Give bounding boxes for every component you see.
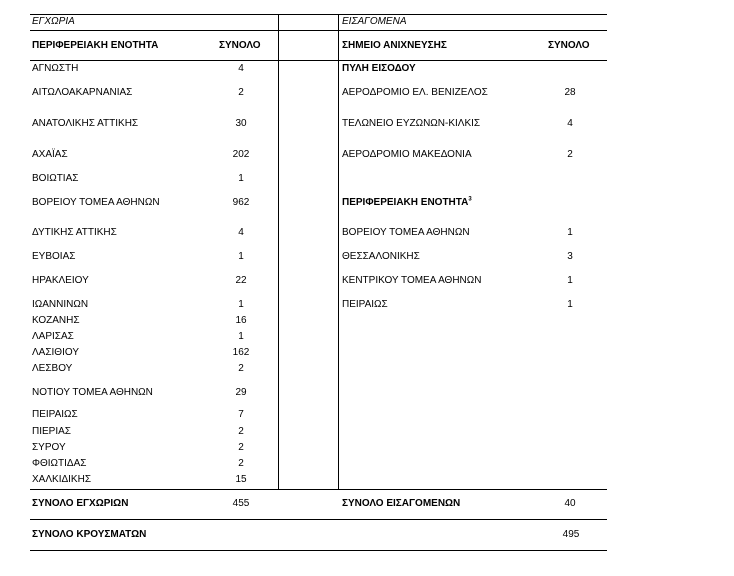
domestic-row-value: 2: [238, 442, 244, 453]
domestic-row-value: 1: [238, 299, 244, 310]
subtotal-bottom-rule: [30, 519, 607, 520]
domestic-row-name: ΛΑΣΙΘΙΟΥ: [32, 347, 79, 358]
domestic-row-name: ΣΥΡΟΥ: [32, 442, 66, 453]
region-row-name: ΠΕΙΡΑΙΩΣ: [342, 299, 388, 310]
entry-row-value: 4: [567, 118, 573, 129]
domestic-total-value: 455: [232, 498, 250, 509]
right-divider: [338, 14, 339, 489]
domestic-row-value: 4: [238, 63, 244, 74]
domestic-row-name: ΕΥΒΟΙΑΣ: [32, 251, 76, 262]
domestic-row-name: ΙΩΑΝΝΙΝΩΝ: [32, 299, 89, 310]
domestic-row-name: ΠΕΙΡΑΙΩΣ: [32, 409, 78, 420]
domestic-row-name: ΗΡΑΚΛΕΙΟΥ: [32, 275, 89, 286]
domestic-row-value: 2: [238, 363, 244, 374]
imported-total-value: 40: [564, 498, 576, 509]
left-divider: [278, 14, 279, 489]
grand-total-label: ΣΥΝΟΛΟ ΚΡΟΥΣΜΑΤΩΝ: [32, 529, 147, 540]
entry-row-name: ΤΕΛΩΝΕΙΟ ΕΥΖΩΝΩΝ-ΚΙΛΚΙΣ: [342, 118, 481, 129]
domestic-row-value: 1: [238, 251, 244, 262]
domestic-row-value: 4: [238, 227, 244, 238]
grand-total-rule: [30, 550, 607, 551]
domestic-row-name: ΑΙΤΩΛΟΑΚΑΡΝΑΝΙΑΣ: [32, 87, 133, 98]
domestic-row-name: ΧΑΛΚΙΔΙΚΗΣ: [32, 474, 91, 485]
grand-total-value: 495: [562, 529, 580, 540]
imported-total-label: ΣΥΝΟΛΟ ΕΙΣΑΓΟΜΕΝΩΝ: [342, 498, 461, 509]
domestic-row-name: ΚΟΖΑΝΗΣ: [32, 315, 80, 326]
domestic-row-name: ΛΕΣΒΟΥ: [32, 363, 73, 374]
entry-row-name: ΑΕΡΟΔΡΟΜΙΟ ΕΛ. ΒΕΝΙΖΕΛΟΣ: [342, 87, 488, 98]
imported-region-label: [342, 197, 472, 209]
subtotal-top-rule: [30, 489, 607, 490]
domestic-row-value: 962: [232, 197, 250, 208]
region-row-name: ΒΟΡΕΙΟΥ ΤΟΜΕΑ ΑΘΗΝΩΝ: [342, 227, 470, 238]
domestic-row-name: ΑΧΑΪΑΣ: [32, 149, 68, 160]
region-row-value: 1: [567, 275, 573, 286]
domestic-row-value: 15: [235, 474, 247, 485]
section-header-rule: [30, 30, 607, 31]
domestic-row-name: ΒΟΡΕΙΟΥ ΤΟΜΕΑ ΑΘΗΝΩΝ: [32, 197, 160, 208]
domestic-row-value: 2: [238, 426, 244, 437]
region-row-value: 1: [567, 299, 573, 310]
domestic-row-name: ΑΓΝΩΣΤΗ: [32, 63, 79, 74]
domestic-row-name: ΠΙΕΡΙΑΣ: [32, 426, 71, 437]
top-rule: [30, 14, 607, 15]
column-header-rule: [30, 60, 607, 61]
domestic-row-value: 29: [235, 387, 247, 398]
region-row-name: ΚΕΝΤΡΙΚΟΥ ΤΟΜΕΑ ΑΘΗΝΩΝ: [342, 275, 482, 286]
domestic-row-value: 1: [238, 173, 244, 184]
imported-total-header: ΣΥΝΟΛΟ: [548, 40, 590, 51]
domestic-row-value: 16: [235, 315, 247, 326]
domestic-row-value: 22: [235, 275, 247, 286]
entry-row-name: ΑΕΡΟΔΡΟΜΙΟ ΜΑΚΕΔΟΝΙΑ: [342, 149, 472, 160]
domestic-row-value: 30: [235, 118, 247, 129]
entry-gate-label: ΠΥΛΗ ΕΙΣΟΔΟΥ: [342, 63, 416, 74]
entry-row-value: 28: [564, 87, 576, 98]
domestic-row-value: 2: [238, 458, 244, 469]
region-row-name: ΘΕΣΣΑΛΟΝΙΚΗΣ: [342, 251, 420, 262]
domestic-row-value: 202: [232, 149, 250, 160]
imported-region-label-text: ΠΕΡΙΦΕΡΕΙΑΚΗ ΕΝΟΤΗΤΑ: [342, 197, 469, 208]
domestic-row-value: 7: [238, 409, 244, 420]
domestic-row-value: 162: [232, 347, 250, 358]
domestic-row-name: ΦΘΙΩΤΙΔΑΣ: [32, 458, 87, 469]
region-row-value: 3: [567, 251, 573, 262]
domestic-region-header: ΠΕΡΙΦΕΡΕΙΑΚΗ ΕΝΟΤΗΤΑ: [32, 40, 159, 51]
imported-point-header: ΣΗΜΕΙΟ ΑΝΙΧΝΕΥΣΗΣ: [342, 40, 447, 51]
domestic-row-name: ΝΟΤΙΟΥ ΤΟΜΕΑ ΑΘΗΝΩΝ: [32, 387, 153, 398]
imported-section-title: ΕΙΣΑΓΟΜΕΝΑ: [342, 16, 407, 27]
region-row-value: 1: [567, 227, 573, 238]
domestic-row-name: ΛΑΡΙΣΑΣ: [32, 331, 74, 342]
domestic-row-name: ΒΟΙΩΤΙΑΣ: [32, 173, 79, 184]
domestic-row-name: ΑΝΑΤΟΛΙΚΗΣ ΑΤΤΙΚΗΣ: [32, 118, 139, 129]
domestic-row-name: ΔΥΤΙΚΗΣ ΑΤΤΙΚΗΣ: [32, 227, 117, 238]
domestic-total-label: ΣΥΝΟΛΟ ΕΓΧΩΡΙΩΝ: [32, 498, 129, 509]
entry-row-value: 2: [567, 149, 573, 160]
footnote-marker: 3: [468, 196, 472, 203]
domestic-total-header: ΣΥΝΟΛΟ: [219, 40, 261, 51]
domestic-row-value: 2: [238, 87, 244, 98]
domestic-section-title: ΕΓΧΩΡΙΑ: [32, 16, 75, 27]
domestic-row-value: 1: [238, 331, 244, 342]
